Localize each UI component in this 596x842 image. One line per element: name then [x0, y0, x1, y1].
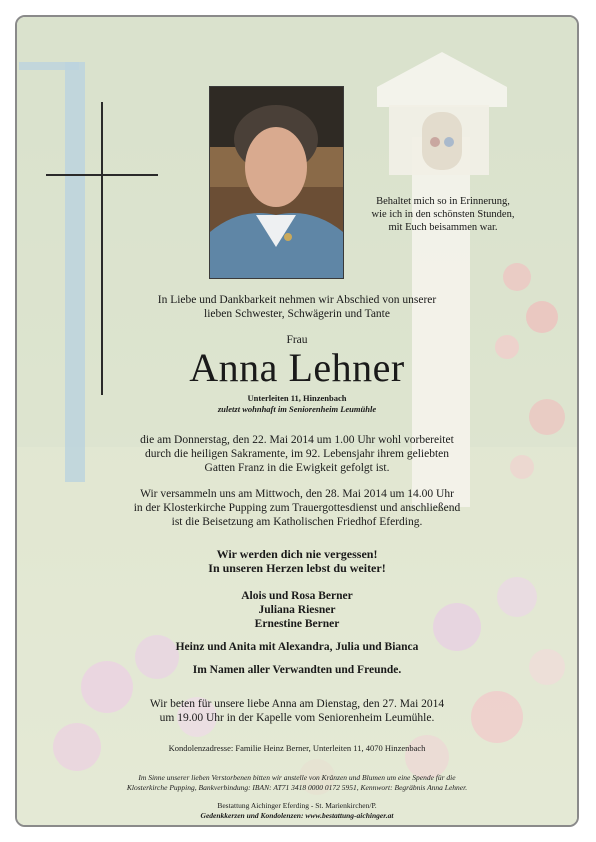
family-members: Heinz und Anita mit Alexandra, Julia und Bianca	[175, 641, 419, 653]
death-notice	[17, 433, 577, 475]
mourners-list	[17, 589, 577, 631]
remembrance-text	[17, 547, 577, 575]
portrait-photo	[209, 86, 344, 279]
address: Unterleiten 11, Hinzenbach	[247, 393, 347, 403]
prayer-notice	[17, 697, 577, 725]
donation-request	[17, 773, 577, 793]
funeral-line: Wir versammeln uns am Mittwoch, den 28. Mai 2014 um 14.00 Uhr	[140, 488, 454, 500]
funeral-notice	[17, 487, 577, 529]
undertaker: Bestattung Aichinger Eferding - St. Marienkirchen/P.	[217, 801, 377, 810]
quote-line: Behaltet mich so in Erinnerung,	[376, 196, 510, 207]
death-notice-line: Gatten Franz in die Ewigkeit gefolgt ist.	[204, 462, 390, 474]
donation-line: Im Sinne unserer lieben Verstorbenen bitten wir anstelle von Kränzen und Blumen um eine Spende für die	[138, 773, 456, 782]
intro-text	[17, 293, 577, 321]
intro-line: lieben Schwester, Schwägerin und Tante	[204, 308, 390, 320]
donation-line: Klosterkirche Pupping, Bankverbindung: IBAN: AT71 3418 0000 0172 5951, Kennwort: Begräbnis Anna Lehner.	[126, 783, 468, 792]
salutation: Frau	[286, 334, 308, 346]
prayer-line: um 19.00 Uhr in der Kapelle vom Seniorenheim Leumühle.	[159, 712, 435, 724]
obituary-card	[15, 15, 579, 827]
memorial-quote	[343, 195, 543, 234]
funeral-line: in der Klosterkirche Pupping zum Trauergottesdienst und anschließend	[133, 502, 461, 514]
condolence-address: Kondolenzadresse: Familie Heinz Berner, Unterleiten 11, 4070 Hinzenbach	[168, 743, 426, 753]
mourner-name: Alois und Rosa Berner	[241, 590, 353, 602]
prayer-line: Wir beten für unsere liebe Anna am Dienstag, den 27. Mai 2014	[149, 698, 445, 710]
deceased-name: Anna Lehner	[189, 345, 405, 390]
intro-line: In Liebe und Dankbarkeit nehmen wir Abschied von unserer	[157, 294, 437, 306]
undertaker-website[interactable]: Gedenkkerzen und Kondolenzen: www.bestattung-aichinger.at	[200, 811, 394, 820]
remembrance-line: In unseren Herzen lebst du weiter!	[208, 561, 386, 575]
mourner-name: Ernestine Berner	[254, 618, 340, 630]
death-notice-line: die am Donnerstag, den 22. Mai 2014 um 1.00 Uhr wohl vorbereitet	[140, 434, 454, 446]
mourner-name: Juliana Riesner	[258, 604, 336, 616]
funeral-line: ist die Beisetzung am Katholischen Friedhof Eferding.	[171, 516, 423, 528]
relatives-line: Im Namen aller Verwandten und Freunde.	[192, 664, 402, 676]
last-residence: zuletzt wohnhaft im Seniorenheim Leumühle	[217, 404, 377, 414]
remembrance-line: Wir werden dich nie vergessen!	[216, 547, 378, 561]
quote-line: mit Euch beisammen war.	[388, 222, 498, 233]
cross-horizontal-bar	[46, 174, 158, 176]
death-notice-line: durch die heiligen Sakramente, im 92. Lebensjahr ihrem geliebten	[144, 448, 449, 460]
quote-line: wie ich in den schönsten Stunden,	[371, 209, 515, 220]
